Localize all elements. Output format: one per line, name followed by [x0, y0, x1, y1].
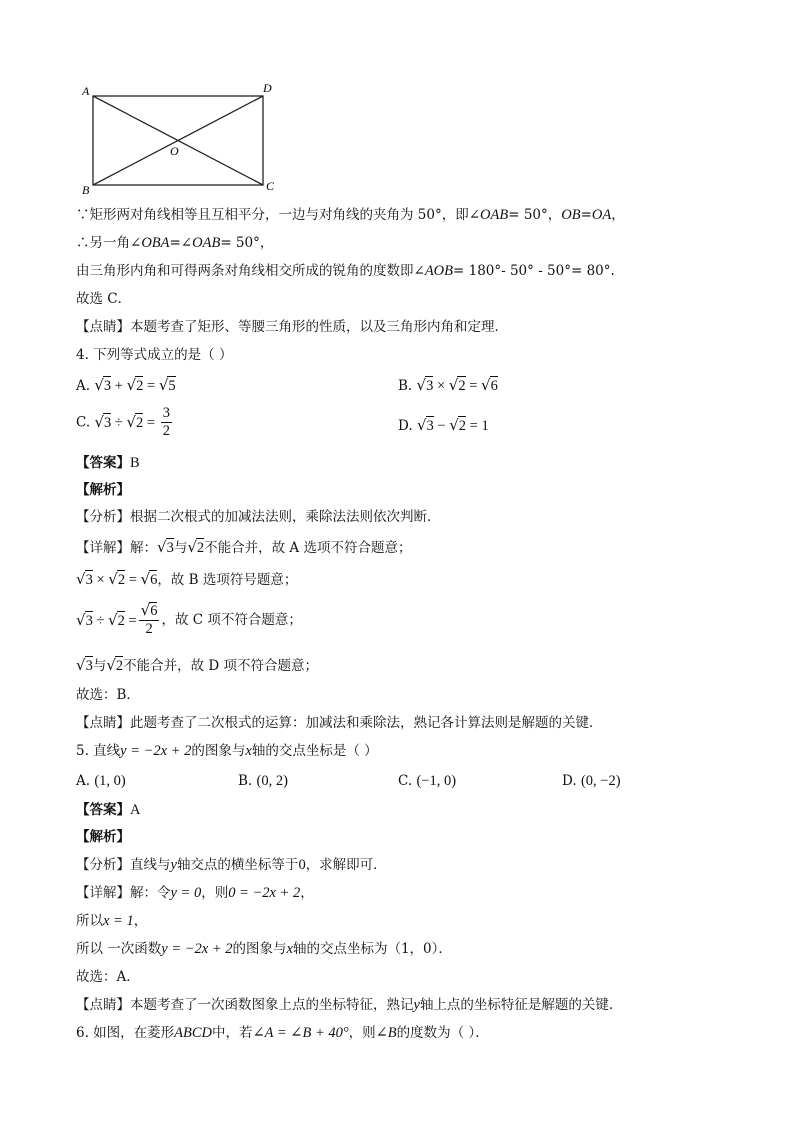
radicand: 2: [117, 572, 126, 588]
radical-sign: √: [94, 413, 104, 431]
operator: −: [437, 418, 446, 434]
math-sqrt3: √3: [76, 656, 93, 674]
text: 6. 如图，在菱形: [76, 1025, 175, 1041]
label-b: B: [82, 183, 90, 197]
text: 所以 一次函数: [76, 941, 162, 957]
math: OAB: [480, 207, 509, 223]
option-value: (0, −2): [580, 773, 621, 789]
math: y = −2x + 2: [120, 743, 192, 759]
text: 解：: [130, 540, 157, 556]
math-sqrt2: √2: [106, 656, 124, 674]
text: ，则: [348, 1025, 376, 1041]
radicand: 3: [85, 658, 93, 674]
fraction-3-over-2: $\frac{3}{2}$: [162, 405, 170, 439]
text: =∠: [169, 235, 193, 251]
text: 【点睛】本题考查了一次函数图象上点的坐标特征，熟记: [76, 997, 414, 1013]
math: x: [286, 941, 293, 957]
radical-sign: √: [449, 416, 459, 434]
radical-sign: √: [126, 413, 137, 431]
solution3-line1: [76, 206, 625, 224]
math: OA: [591, 207, 612, 223]
solution3-line3: [76, 262, 615, 280]
operator: =: [146, 415, 156, 431]
q6-stem: [76, 1024, 489, 1042]
q4-option-a[interactable]: [76, 376, 176, 395]
q5-option-b[interactable]: [238, 772, 288, 790]
q5-so2: [76, 940, 452, 958]
text: 轴交点的横坐标等于: [176, 857, 299, 873]
text: ，则: [201, 885, 229, 901]
math: OB: [561, 207, 581, 223]
rectangle-figure: [0, 0, 794, 200]
math: y: [413, 997, 420, 1013]
q4-option-b[interactable]: [398, 376, 498, 395]
q4-stem: 4. 下列等式成立的是（ ）: [76, 347, 233, 363]
q5-stem: [76, 742, 378, 760]
option-label: C.: [76, 414, 91, 431]
radicand: 3: [426, 378, 434, 394]
answer-value: A: [130, 802, 141, 818]
radicand: 5: [168, 378, 176, 394]
radicand: 3: [85, 612, 93, 629]
operator: ×: [436, 378, 446, 394]
text: ∵矩形两对角线相等且互相平分，一边与对角线的夹角为 50°，即∠: [76, 207, 481, 223]
math: 0: [298, 857, 306, 873]
text: ，: [133, 913, 148, 929]
radicand: 6: [150, 572, 158, 588]
operator: =: [147, 378, 156, 394]
text: 的图象与: [191, 743, 246, 759]
math-expr: [94, 378, 175, 394]
text: 的图象与: [232, 941, 287, 957]
math: 0 = −2x + 2: [228, 885, 301, 901]
radical-sign: √: [481, 376, 491, 394]
solution3-comment: 【点睛】本题考查了矩形、等腰三角形的性质，以及三角形内角和定理．: [76, 319, 508, 335]
q4-fenxi: 【分析】根据二次根式的加减法法则，乘除法法则依次判断．: [76, 509, 441, 525]
value: 1: [481, 418, 489, 434]
text: = 50°，: [220, 235, 274, 251]
q4-detail1: [76, 538, 411, 557]
label-a: A: [82, 84, 90, 98]
math: y: [170, 857, 177, 873]
math-sqrt3: √3: [157, 538, 174, 556]
radicand: 3: [104, 415, 112, 431]
math-expr: [94, 415, 158, 431]
radical-sign: √: [94, 376, 104, 394]
radicand: 2: [458, 418, 466, 434]
radicand: 2: [136, 378, 144, 394]
math-expr: [417, 418, 489, 434]
radical-sign: √: [416, 376, 427, 394]
q5-comment: [76, 996, 622, 1014]
option-label: D.: [398, 418, 413, 434]
denominator: 2: [145, 621, 153, 637]
radicand: 2: [115, 658, 124, 674]
radical-sign: √: [126, 376, 137, 394]
label-c: C: [266, 179, 275, 193]
answer-tag: 【答案】: [76, 455, 130, 471]
option-label: D.: [562, 773, 577, 789]
math: ∠A = ∠B + 40°: [252, 1025, 349, 1041]
radicand: 2: [196, 540, 205, 556]
text: ，故 C 项不符合题意；: [161, 612, 302, 628]
text: 轴的交点坐标为（1，0）．: [292, 941, 452, 957]
q4-comment: 【点睛】此题考查了二次根式的运算：加减法和乘除法，熟记各计算法则是解题的关键．: [76, 715, 603, 731]
math: ∠B: [375, 1025, 397, 1041]
q5-so1: [76, 912, 147, 930]
detail-tag: 【详解】: [76, 540, 130, 556]
operator: =: [469, 378, 478, 394]
operator: ×: [96, 572, 105, 588]
radicand: 2: [117, 612, 125, 629]
text: =: [580, 207, 592, 223]
q5-option-d[interactable]: [562, 772, 621, 790]
q5-analysis-tag: 【解析】: [76, 829, 130, 845]
q4-option-d[interactable]: [398, 416, 489, 435]
detail-tag: 【详解】: [76, 885, 130, 901]
text: 由三角形内角和可得两条对角线相交所成的锐角的度数即∠: [76, 263, 425, 279]
math-expr: √3 ÷ √2 =: [76, 610, 137, 629]
solution3-answer: 故选 C．: [76, 291, 132, 307]
option-label: A.: [76, 773, 91, 789]
text: = 50°，: [508, 207, 562, 223]
q5-option-c[interactable]: [398, 772, 456, 790]
text: 5. 直线: [76, 743, 121, 759]
text: 轴上点的坐标特征是解题的关键．: [419, 997, 623, 1013]
answer-value: B: [130, 455, 140, 471]
operator: =: [128, 572, 137, 588]
text: 所以: [76, 913, 103, 929]
answer-tag: 【答案】: [76, 802, 130, 818]
math: x = 1: [103, 913, 134, 929]
text: 轴的交点坐标是（ ）: [251, 743, 378, 759]
operator: ÷: [114, 415, 123, 431]
operator: +: [114, 378, 123, 394]
q5-choose: 故选：A．: [76, 969, 140, 985]
text: = 180°- 50° - 50°= 80°.: [453, 263, 615, 279]
q5-answer: [76, 801, 140, 819]
math-sqrt2: √2: [187, 538, 205, 556]
text: ，故 B 选项符号题意；: [157, 572, 298, 588]
radicand: 3: [426, 418, 434, 434]
q5-option-a[interactable]: [76, 772, 126, 790]
text: 的度数为（ ）．: [396, 1025, 489, 1041]
radicand: 6: [490, 378, 498, 394]
label-d: D: [263, 81, 272, 95]
operator: =: [469, 418, 478, 434]
radicand: 2: [136, 415, 144, 431]
text: 与: [92, 658, 107, 674]
math: y = 0: [170, 885, 202, 901]
radical-sign: √: [448, 376, 459, 394]
math: y = −2x + 2: [161, 941, 233, 957]
fraction-sqrt6-over-2: $\frac{√6}{2}$: [140, 601, 158, 637]
option-label: B.: [238, 773, 253, 789]
option-value: (−1, 0): [416, 773, 457, 789]
option-label: C.: [398, 773, 413, 789]
math-expr: √3 × √2 = √6: [76, 570, 158, 588]
text: 不能合并，故 D 项不符合题意；: [123, 658, 319, 674]
operator: ÷: [96, 612, 105, 629]
radicand: 3: [103, 378, 112, 394]
q4-choose: 故选：B．: [76, 687, 140, 703]
operator: =: [128, 612, 137, 629]
q4-detail3: [76, 602, 302, 638]
q5-detail: [76, 884, 314, 902]
text: ∴另一角∠: [76, 235, 142, 251]
q4-answer: [76, 454, 140, 472]
radicand: 3: [85, 572, 93, 588]
math: AOB: [424, 263, 453, 279]
q4-option-c[interactable]: [76, 405, 174, 440]
text: ，求解即可．: [305, 857, 387, 873]
radicand: 2: [458, 378, 466, 394]
radical-sign: √: [416, 416, 427, 434]
text: ，: [300, 885, 314, 901]
math-expr: [417, 378, 498, 394]
text: 中，若: [212, 1025, 253, 1041]
q4-analysis-tag: 【解析】: [76, 482, 130, 498]
label-o: O: [170, 144, 179, 158]
math: ABCD: [174, 1025, 213, 1041]
radicand: 3: [166, 540, 174, 556]
radicand: 6: [150, 603, 158, 619]
option-label: A.: [76, 378, 91, 394]
option-value: (0, 2): [256, 773, 288, 789]
math: OAB: [192, 235, 221, 251]
q4-detail2: [76, 570, 297, 589]
solution3-line2: [76, 234, 273, 252]
radical-sign: √: [158, 376, 169, 394]
option-value: (1, 0): [94, 773, 126, 789]
option-label: B.: [398, 378, 413, 394]
text: 解：令: [130, 885, 171, 901]
math: OBA: [141, 235, 170, 251]
text: 【分析】直线与: [76, 857, 171, 873]
text: ，: [611, 207, 625, 223]
math: x: [245, 743, 252, 759]
q5-fenxi: [76, 856, 387, 874]
text: 不能合并，故 A 选项不符合题意；: [204, 540, 412, 556]
text: 与: [173, 540, 188, 556]
q4-detail4: [76, 656, 318, 675]
